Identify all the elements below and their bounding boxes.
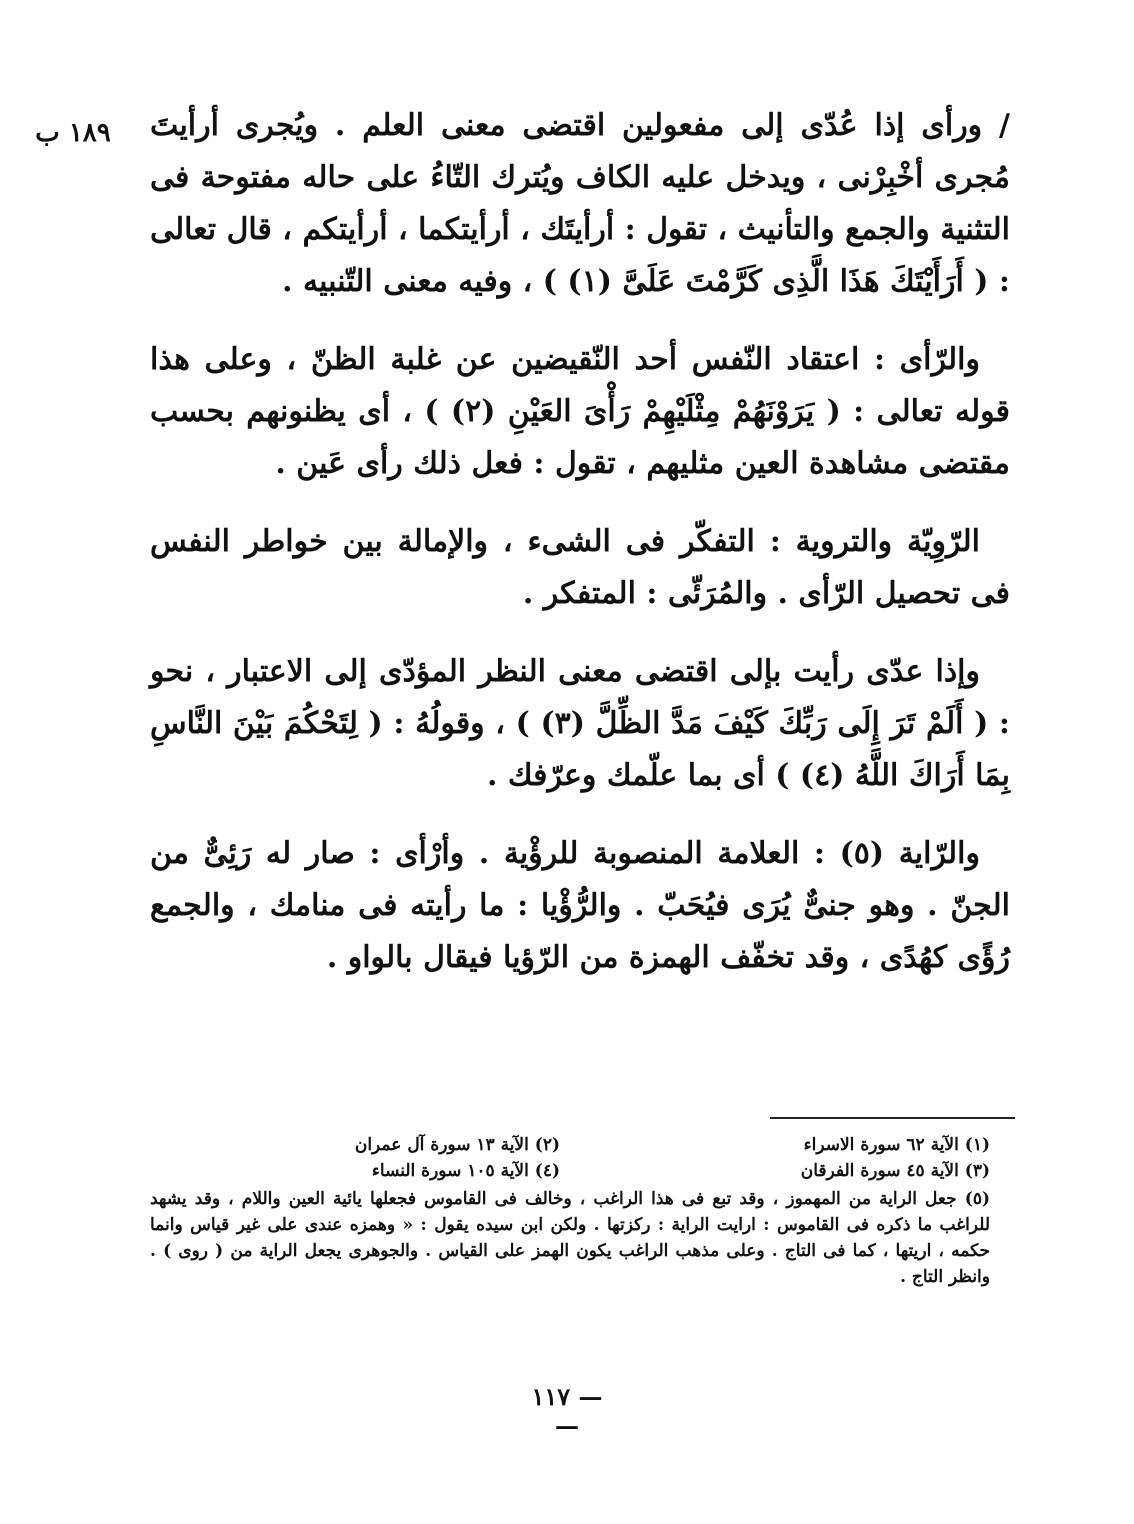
footnote-row-1 [150,1132,1010,1158]
footnotes [150,1132,1010,1290]
paragraph-2: والرّأى : اعتقاد النّفس أحد النّقيضين عن غلبة الظنّ ، وعلى هذا قوله تعالى : ( يَرَوْنَهُمْ مِثْلَيْهِمْ رَأْىَ العَيْنِ (٢) ) ، أى يظنونهم بحسب مقتضى مشاهدة العين مثليهم ، تقول : فعل ذلك رأى عَين . [150,342,1011,481]
footnote-row-2 [150,1158,1010,1184]
footnote-2: (٢) الآية ١٣ سورة آل عمران [354,1135,560,1155]
manuscript-folio-note: ١٨٩ ب [35,118,111,148]
paragraph-3: الرّوِيّة والتروية : التفكّر فى الشىء ، والإمالة بين خواطر النفس فى تحصيل الرّأى . والمُرَئّى : المتفكر . [150,524,1010,611]
paragraph-5: والرّاية (٥) : العلامة المنصوبة للرؤْية . وأرْأى : صار له رَئِىٌّ من الجنّ . وهو جنىٌّ يُرَى فيُحَبّ . والرُّؤْيا : ما رأيته فى منامك ، والجمع رُؤًى كهُدًى ، وقد تخفّف الهمزة من الرّؤيا فيقال بالواو . [150,836,1010,975]
footnote-4: (٤) الآية ١٠٥ سورة النساء [371,1161,560,1181]
paragraph-1: / ورأى إذا عُدّى إلى مفعولين اقتضى معنى العلم . ويُجرى أرأيتَ مُجرى أخْبِرْنى ، ويدخل عليه الكاف ويُترك التّاءُ على حاله مفتوحة فى التثنية والجمع والتأنيث ، تقول : أرأيتَك ، أرأيتكما ، أرأيتكم ، قال تعالى : ( أَرَأَيْتَكَ هَذَا الَّذِى كَرَّمْتَ عَلَىَّ (١) ) ، وفيه معنى التّنبيه . [150,108,1010,299]
footnote-1: (١) الآية ٦٢ سورة الاسراء [803,1135,990,1155]
footnote-3: (٣) الآية ٤٥ سورة الفرقان [800,1161,990,1181]
paragraph-4: وإذا عدّى رأيت بإلى اقتضى معنى النظر المؤدّى إلى الاعتبار ، نحو : ( أَلَمْ تَرَ إِلَى رَبِّكَ كَيْفَ مَدَّ الظِّلَّ (٣) ) ، وقولُهُ : ( لِتَحْكُمَ بَيْنَ النَّاسِ بِمَا أَرَاكَ اللَّهُ (٤) ) أى بما علّمك وعرّفك . [150,654,1010,793]
footnote-5: (٥) جعل الراية من المهموز ، وقد تبع فى هذا الراغب ، وخالف فى القاموس فجعلها يائية العين واللام ، وقد يشهد للراغب ما ذكره فى القاموس : ارايت الراية : ركزتها . ولكن ابن سيده يقول : « وهمزه عندى على غير قياس وانما حكمه ، اريتها ، كما فى التاج . وعلى مذهب الراغب يكون الهمز على القياس . والجوهرى يجعل الراية من ( روى ) . وانظر التاج . [150,1189,990,1287]
page-number: — ١١٧ — [531,1382,603,1440]
main-text [150,100,1010,1010]
footnote-separator [770,1117,1015,1119]
